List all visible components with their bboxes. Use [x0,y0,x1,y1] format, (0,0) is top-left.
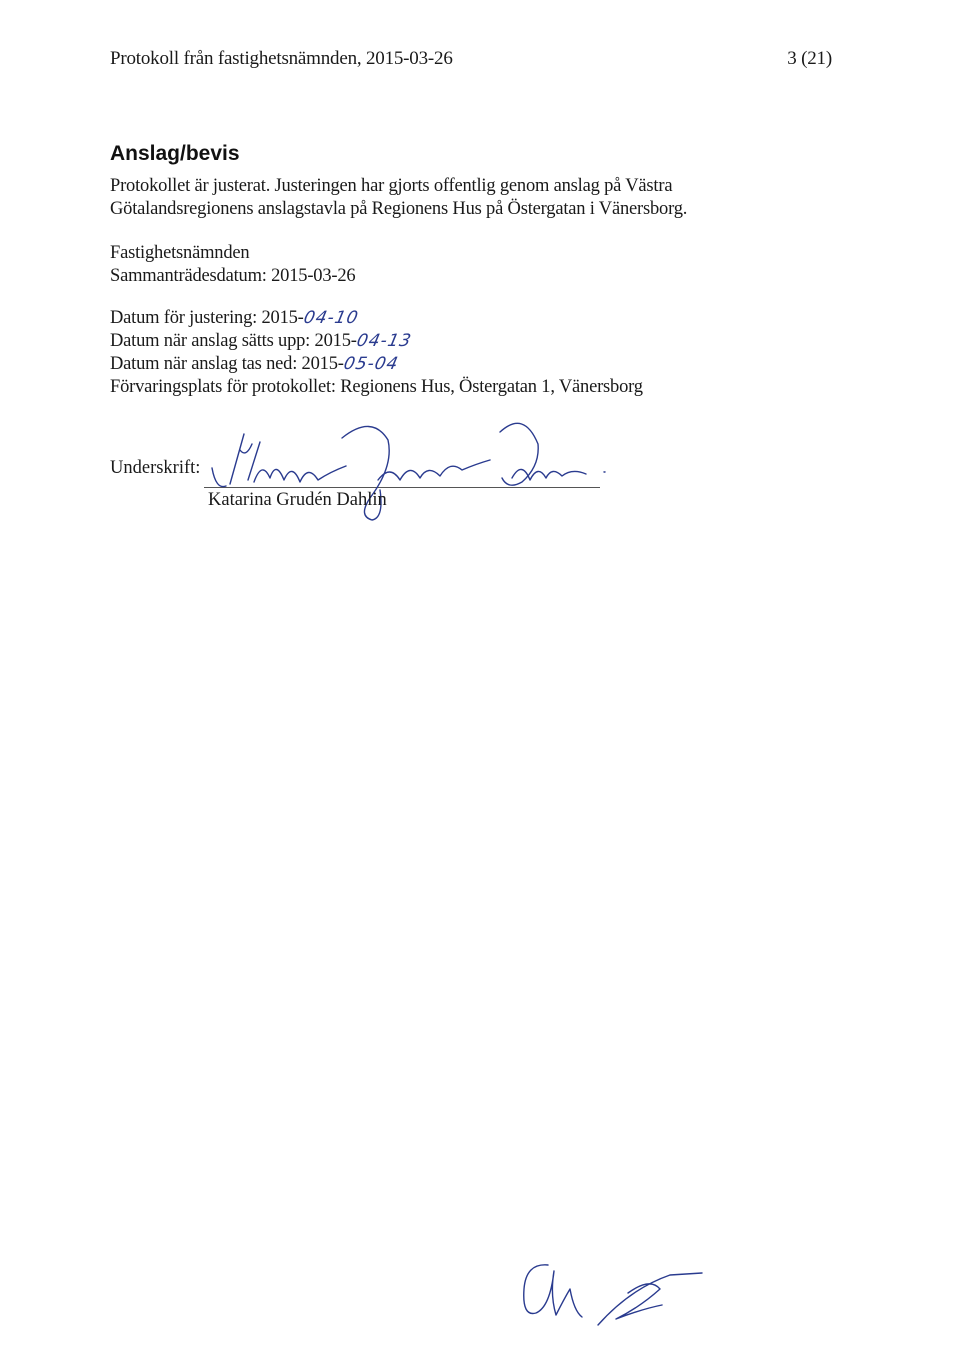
handwritten-signature [200,420,620,530]
justification-date-row [110,308,361,329]
removal-date-row [110,354,401,375]
posting-date-row [110,331,414,352]
paragraph-line-1: Protokollet är justerat. Justeringen har gjorts offentlig genom anslag på Västra [110,176,673,196]
committee-name: Fastighetsnämnden [110,243,250,263]
removal-date-handwritten: 05-04 [341,354,401,374]
handwritten-initials [520,1255,720,1335]
storage-location: Förvaringsplats för protokollet: Regionens Hus, Östergatan 1, Vänersborg [110,377,643,397]
paragraph-line-2: Götalandsregionens anslagstavla på Regionens Hus på Östergatan i Vänersborg. [110,199,688,219]
signer-name: Katarina Grudén Dahlin [208,490,387,510]
signature-label: Underskrift: [110,458,201,478]
justification-date-handwritten: 04-10 [301,308,361,328]
meeting-date: Sammanträdesdatum: 2015-03-26 [110,266,356,286]
justification-date-label: Datum för justering: 2015- [110,308,304,328]
section-heading: Anslag/bevis [110,142,240,165]
posting-date-handwritten: 04-13 [354,331,414,351]
page-number: 3 (21) [787,48,832,69]
document-header-title: Protokoll från fastighetsnämnden, 2015-03-26 [110,48,453,69]
removal-date-label: Datum när anslag tas ned: 2015- [110,354,344,374]
posting-date-label: Datum när anslag sätts upp: 2015- [110,331,357,351]
